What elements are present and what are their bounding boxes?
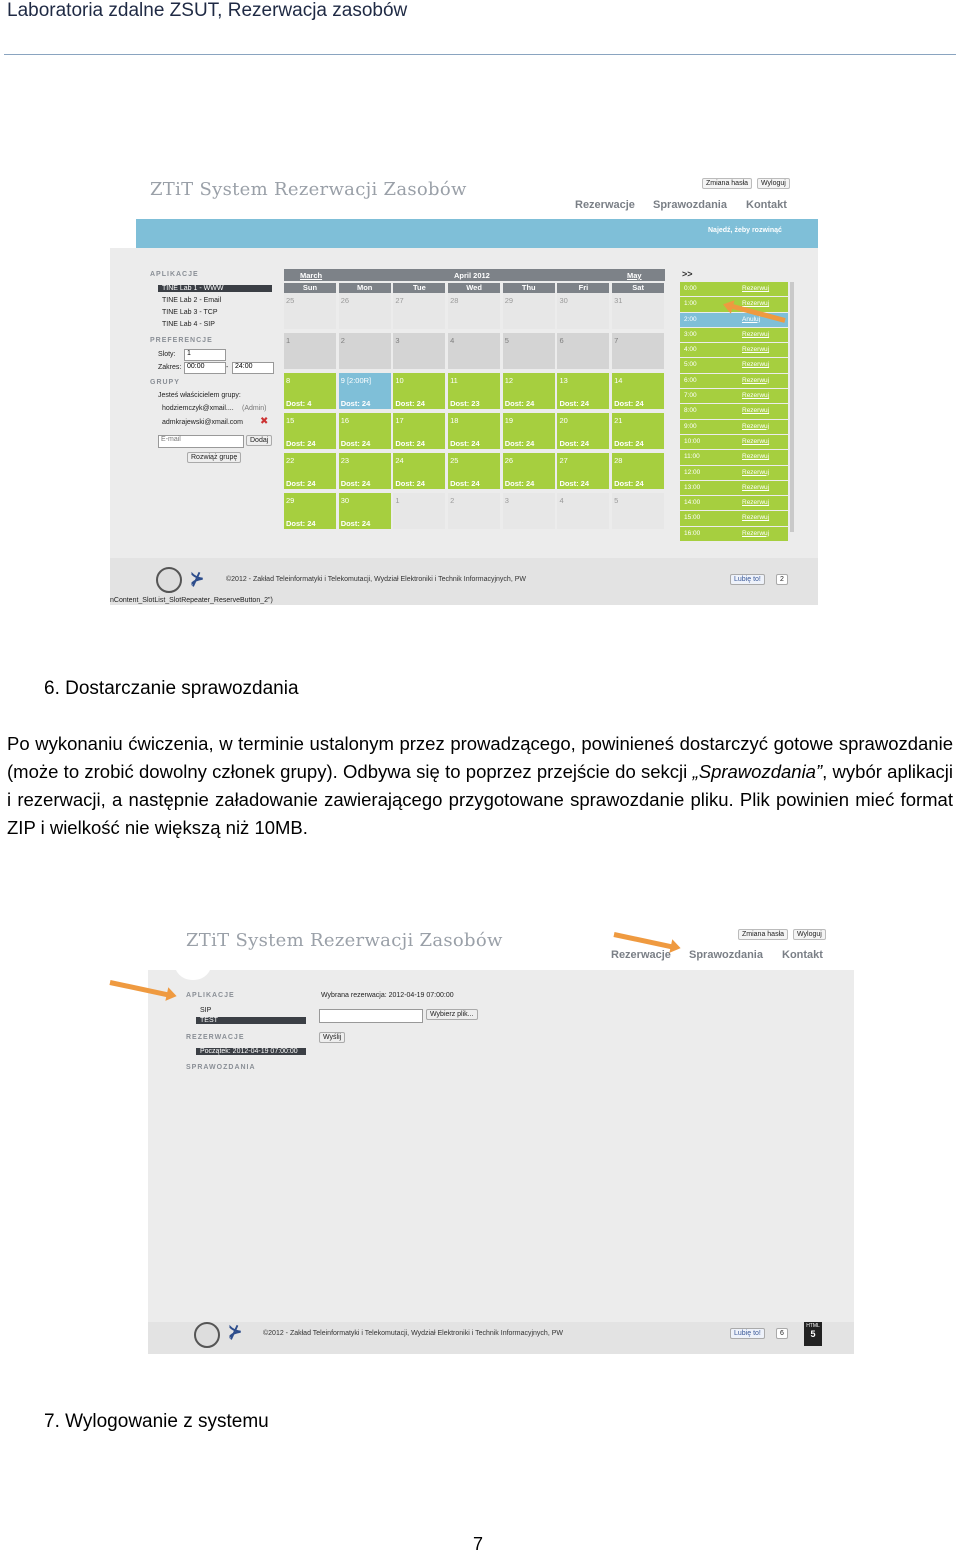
day-number: 25 (450, 456, 459, 465)
weekday-header: Sun (284, 283, 336, 293)
calendar-day[interactable] (503, 373, 555, 409)
reserve-link[interactable]: Rezerwuj (742, 330, 770, 338)
app-item-1[interactable]: TINE Lab 1 - WWW (158, 285, 272, 292)
calendar-day[interactable] (612, 453, 664, 489)
time-slot (680, 527, 788, 541)
calendar-day[interactable] (339, 373, 391, 409)
time-slot (680, 404, 788, 418)
day-availability: Dost: 24 (286, 439, 316, 448)
slot-time: 6:00 (684, 376, 697, 384)
time-slot (680, 328, 788, 342)
slot-time: 4:00 (684, 346, 697, 354)
time-slot (680, 496, 788, 510)
reserve-link[interactable]: Rezerwuj (742, 468, 770, 476)
time-slot (680, 374, 788, 388)
day-availability: Dost: 4 (286, 399, 312, 408)
day-availability: Dost: 24 (559, 479, 590, 488)
day-availability: Dost: 24 (340, 439, 371, 448)
weekday-header: Sat (612, 283, 664, 293)
day-number: 17 (395, 416, 404, 425)
day-number: 10 (395, 376, 404, 385)
day-availability: Dost: 24 (286, 479, 316, 488)
day-number: 2 (450, 496, 455, 505)
reserve-link[interactable]: Rezerwuj (742, 300, 770, 308)
day-number: 18 (450, 416, 459, 425)
apps-label-2: APLIKACJE (186, 992, 235, 999)
day-number: 14 (614, 376, 623, 385)
slots-select[interactable]: 1 (184, 349, 226, 361)
send-button[interactable]: Wyślij (319, 1032, 345, 1043)
calendar-day[interactable] (448, 373, 500, 409)
day-number: 25 (286, 296, 295, 305)
calendar-day (503, 293, 555, 329)
day-availability: Dost: 24 (395, 479, 425, 488)
nav-reports[interactable]: Sprawozdania (653, 199, 727, 211)
day-number: 26 (504, 456, 514, 465)
next-days-link[interactable]: >> (682, 269, 693, 279)
calendar-day[interactable] (612, 373, 664, 409)
weekday-header: Tue (393, 283, 445, 293)
logout-button-2[interactable]: Wyloguj (793, 929, 826, 940)
slot-time: 3:00 (684, 330, 697, 338)
day-number: 22 (286, 456, 295, 465)
day-availability: Dost: 24 (559, 399, 590, 408)
slot-time: 2:00 (684, 315, 697, 323)
reserve-link[interactable]: Rezerwuj (742, 499, 770, 507)
time-slot (680, 420, 788, 434)
calendar-day[interactable] (557, 413, 609, 449)
day-availability: Dost: 24 (614, 399, 644, 408)
prefs-label: PREFERENCJE (150, 337, 213, 344)
prev-month-link[interactable]: March (300, 271, 323, 280)
reserve-link[interactable]: Rezerwuj (742, 392, 770, 400)
calendar-day (503, 493, 555, 529)
university-emblem-icon (156, 567, 182, 593)
screenshot-calendar (110, 165, 818, 605)
member-2: admkrajewski@xmail.com (162, 419, 244, 426)
calendar-day[interactable] (557, 373, 609, 409)
email-input[interactable]: E-mail (158, 435, 244, 448)
footer-copyright: ©2012 - Zakład Teleinformatyki i Telekomutacji, Wydział Elektroniki i Technik Informacyjnych, PW (226, 576, 526, 583)
calendar-day[interactable] (393, 453, 445, 489)
like-count: 2 (776, 574, 788, 585)
slot-scrollbar[interactable] (790, 282, 794, 532)
time-slot (680, 466, 788, 480)
app-item-sip[interactable]: SIP (200, 1007, 212, 1014)
app-item-test[interactable]: TEST (196, 1017, 306, 1024)
slot-time: 7:00 (684, 392, 697, 400)
member-1-role: (Admin) (242, 405, 267, 412)
calendar-day (284, 333, 336, 369)
calendar-day (612, 333, 664, 369)
reserve-link[interactable]: Rezerwuj (742, 422, 770, 430)
page-number: 7 (473, 1534, 484, 1554)
section-6-title: 6. Dostarczanie sprawozdania (44, 678, 299, 699)
day-number: 28 (614, 456, 623, 465)
slot-time: 13:00 (684, 483, 701, 491)
day-number: 26 (340, 296, 350, 305)
logout-button[interactable]: Wyloguj (757, 178, 790, 189)
day-number: 21 (614, 416, 623, 425)
calendar-day[interactable] (284, 373, 336, 409)
dissolve-group-button[interactable]: Rozwiąż grupę (187, 452, 241, 463)
day-number: 29 (286, 496, 295, 505)
group-owner-text: Jesteś właścicielem grupy: (158, 392, 241, 399)
app-item-2[interactable]: TINE Lab 2 - Email (162, 297, 222, 304)
calendar-day[interactable] (448, 453, 500, 489)
slot-time: 11:00 (684, 453, 700, 461)
apps-label: APLIKACJE (150, 271, 199, 278)
section-6-paragraph: Po wykonaniu ćwiczenia, w terminie ustalonym przez prowadzącego, powinieneś dostarczyć gotowe sprawozdanie (może to zrobić dowolny członek grupy). Odbywa się to poprzez przejście do sekcji „Sprawozdania”, wybór aplikacji i rezerwacji, a następnie załadowanie zawierającego przygotowane sprawozdanie pliku. Plik powinien mieć format ZIP i wielkość nie większą niż 10MB. (7, 733, 953, 838)
faculty-logo-icon: ⊁ (190, 569, 205, 588)
day-availability: Dost: 24 (340, 519, 371, 528)
university-emblem-icon-2 (194, 1322, 220, 1348)
day-number: 19 (504, 416, 514, 425)
selected-reservation: Wybrana rezerwacja: 2012-04-19 07:00:00 (321, 992, 454, 999)
day-availability: Dost: 24 (395, 399, 425, 408)
html5-badge-icon: HTML 5 (804, 1322, 822, 1346)
nav-contact[interactable]: Kontakt (746, 199, 787, 211)
reserve-link[interactable]: Rezerwuj (742, 529, 770, 537)
reserve-link[interactable]: Rezerwuj (742, 407, 770, 415)
calendar-day (284, 293, 336, 329)
screenshot-reports (148, 918, 854, 1354)
day-availability: Dost: 24 (504, 479, 535, 488)
member-1: hodziemczyk@xmail.... (162, 405, 234, 412)
day-number: 8 (286, 376, 291, 385)
calendar-day (393, 333, 445, 369)
calendar-day[interactable] (448, 413, 500, 449)
day-availability: Dost: 24 (286, 519, 316, 528)
day-availability: Dost: 24 (559, 439, 590, 448)
calendar-grid (284, 283, 664, 533)
calendar-day (448, 493, 500, 529)
slot-time: 9:00 (684, 422, 697, 430)
calendar-day (557, 293, 609, 329)
calendar-day[interactable] (612, 413, 664, 449)
calendar-day (393, 493, 445, 529)
reserve-link[interactable]: Rezerwuj (742, 514, 770, 522)
day-number: 27 (559, 456, 568, 465)
range-sep: - (226, 364, 229, 371)
slot-time: 12:00 (684, 468, 701, 476)
calendar-day (557, 333, 609, 369)
range-label: Zakres: (158, 364, 182, 371)
reserve-link[interactable]: Rezerwuj (742, 437, 770, 445)
time-slot (680, 343, 788, 357)
day-number: 30 (559, 296, 568, 305)
slot-time: 14:00 (684, 499, 701, 507)
day-number: 20 (559, 416, 568, 425)
calendar-day (393, 293, 445, 329)
app-item-3[interactable]: TINE Lab 3 - TCP (162, 309, 218, 316)
calendar-day (339, 293, 391, 329)
section-7-title: 7. Wylogowanie z systemu (44, 1411, 269, 1432)
calendar-day[interactable] (284, 493, 336, 529)
nav-reservations-2[interactable]: Rezerwacje (611, 949, 671, 961)
change-password-button-2[interactable]: Zmiana hasła (738, 929, 788, 940)
calendar-day[interactable] (339, 453, 391, 489)
calendar-day[interactable] (503, 453, 555, 489)
calendar-day (448, 333, 500, 369)
day-number: 7 (614, 336, 619, 345)
calendar-day (557, 493, 609, 529)
time-slot (680, 450, 788, 464)
time-slot (680, 481, 788, 495)
slot-time: 16:00 (684, 529, 701, 537)
like-count-2: 6 (776, 1328, 788, 1339)
day-availability: Dost: 24 (450, 439, 480, 448)
range-to-select[interactable]: 24:00 (232, 362, 274, 374)
calendar-day (612, 493, 664, 529)
app-logo: ZTiT System Rezerwacji Zasobów (150, 179, 467, 200)
time-slot (680, 435, 788, 449)
day-number: 5 (614, 496, 619, 505)
slot-time: 0:00 (684, 285, 697, 292)
nav-contact-2[interactable]: Kontakt (782, 949, 823, 961)
day-availability: Dost: 24 (450, 479, 480, 488)
document-header: Laboratoria zdalne ZSUT, Rezerwacja zasobów (7, 0, 408, 21)
day-number: 11 (450, 376, 458, 385)
reservations-label: REZERWACJE (186, 1034, 245, 1041)
day-number: 27 (395, 296, 404, 305)
app-logo-2: ZTiT System Rezerwacji Zasobów (186, 930, 503, 951)
day-number: 2 (340, 336, 345, 345)
day-number: 6 (559, 336, 564, 345)
cancel-link[interactable]: Anuluj (742, 315, 761, 323)
day-number: 1 (395, 496, 400, 505)
next-month-link[interactable]: May (627, 271, 642, 280)
calendar-day[interactable] (339, 413, 391, 449)
calendar-month: April 2012 (454, 271, 490, 280)
day-number: 16 (340, 416, 350, 425)
range-from-select[interactable]: 00:00 (184, 362, 226, 374)
slot-time: 8:00 (684, 407, 697, 415)
slot-time: 15:00 (684, 514, 701, 522)
day-number: 9 [2:00R] (340, 376, 372, 385)
day-number: 5 (504, 336, 509, 345)
calendar-day (503, 333, 555, 369)
reserve-link[interactable]: Rezerwuj (742, 346, 770, 354)
faculty-logo-icon-2: ⊁ (228, 1322, 243, 1341)
day-number: 31 (614, 296, 623, 305)
day-number: 29 (504, 296, 514, 305)
day-number: 30 (340, 496, 350, 505)
reserve-link[interactable]: Rezerwuj (742, 361, 770, 369)
reserve-link[interactable]: Rezerwuj (742, 285, 770, 292)
calendar-day[interactable] (503, 413, 555, 449)
footer-copyright-2: ©2012 - Zakład Teleinformatyki i Telekomutacji, Wydział Elektroniki i Technik Informacyjnych, PW (263, 1330, 563, 1337)
day-number: 12 (504, 376, 514, 385)
calendar-day (339, 333, 391, 369)
day-availability: Dost: 24 (340, 479, 371, 488)
day-number: 1 (286, 336, 291, 345)
reports-label: SPRAWOZDANIA (186, 1064, 256, 1071)
day-number: 3 (395, 336, 400, 345)
day-number: 24 (395, 456, 404, 465)
like-button-2[interactable]: Lubię to! (730, 1328, 765, 1339)
day-number: 13 (559, 376, 568, 385)
slot-time: 1:00 (684, 300, 697, 308)
hover-hint: Najedź, żeby rozwinąć (708, 227, 782, 234)
app-item-4[interactable]: TINE Lab 4 - SIP (162, 321, 215, 328)
header-divider (4, 54, 956, 55)
like-button[interactable]: Lubię to! (730, 574, 765, 585)
calendar-day[interactable] (284, 453, 336, 489)
calendar-day[interactable] (284, 413, 336, 449)
nav-reports-2[interactable]: Sprawozdania (689, 949, 763, 961)
slot-time: 10:00 (684, 437, 701, 445)
weekday-header: Fri (557, 283, 609, 293)
day-availability: Dost: 24 (340, 399, 371, 408)
day-availability: Dost: 24 (504, 399, 535, 408)
remove-member-icon[interactable]: ✖ (260, 416, 269, 427)
choose-file-button[interactable]: Wybierz plik... (426, 1009, 478, 1020)
slots-label: Sloty: (158, 351, 176, 358)
calendar-day[interactable] (393, 373, 445, 409)
weekday-header: Wed (448, 283, 500, 293)
reserve-link[interactable]: Rezerwuj (742, 483, 770, 491)
day-availability: Dost: 24 (614, 479, 644, 488)
day-availability: Dost: 24 (395, 439, 425, 448)
slot-time: 5:00 (684, 361, 697, 369)
nav-reservations[interactable]: Rezerwacje (575, 199, 635, 211)
reservation-item[interactable]: Początek: 2012-04-19 07:00:00 (196, 1048, 306, 1055)
status-bar-text: nContent_SlotList_SlotRepeater_ReserveButton_2") (110, 597, 273, 604)
weekday-header: Mon (339, 283, 391, 293)
time-slot (680, 282, 788, 296)
weekday-header: Thu (503, 283, 555, 293)
calendar-day[interactable] (557, 453, 609, 489)
reserve-link[interactable]: Rezerwuj (742, 453, 770, 461)
day-number: 3 (504, 496, 509, 505)
time-slot (680, 511, 788, 525)
day-availability: Dost: 24 (504, 439, 535, 448)
day-number: 23 (340, 456, 350, 465)
day-number: 28 (450, 296, 459, 305)
calendar-day[interactable] (339, 493, 391, 529)
day-number: 4 (559, 496, 564, 505)
change-password-button[interactable]: Zmiana hasła (702, 178, 752, 189)
day-number: 15 (286, 416, 295, 425)
time-slot (680, 358, 788, 372)
add-button[interactable]: Dodaj (246, 435, 272, 446)
day-availability: Dost: 24 (614, 439, 644, 448)
day-number: 4 (450, 336, 455, 345)
calendar-day[interactable] (393, 413, 445, 449)
groups-label: GRUPY (150, 379, 180, 386)
file-input[interactable] (319, 1009, 423, 1023)
time-slot (680, 389, 788, 403)
calendar-day (448, 293, 500, 329)
reserve-link[interactable]: Rezerwuj (742, 376, 770, 384)
calendar-day (612, 293, 664, 329)
day-availability: Dost: 23 (450, 399, 480, 408)
